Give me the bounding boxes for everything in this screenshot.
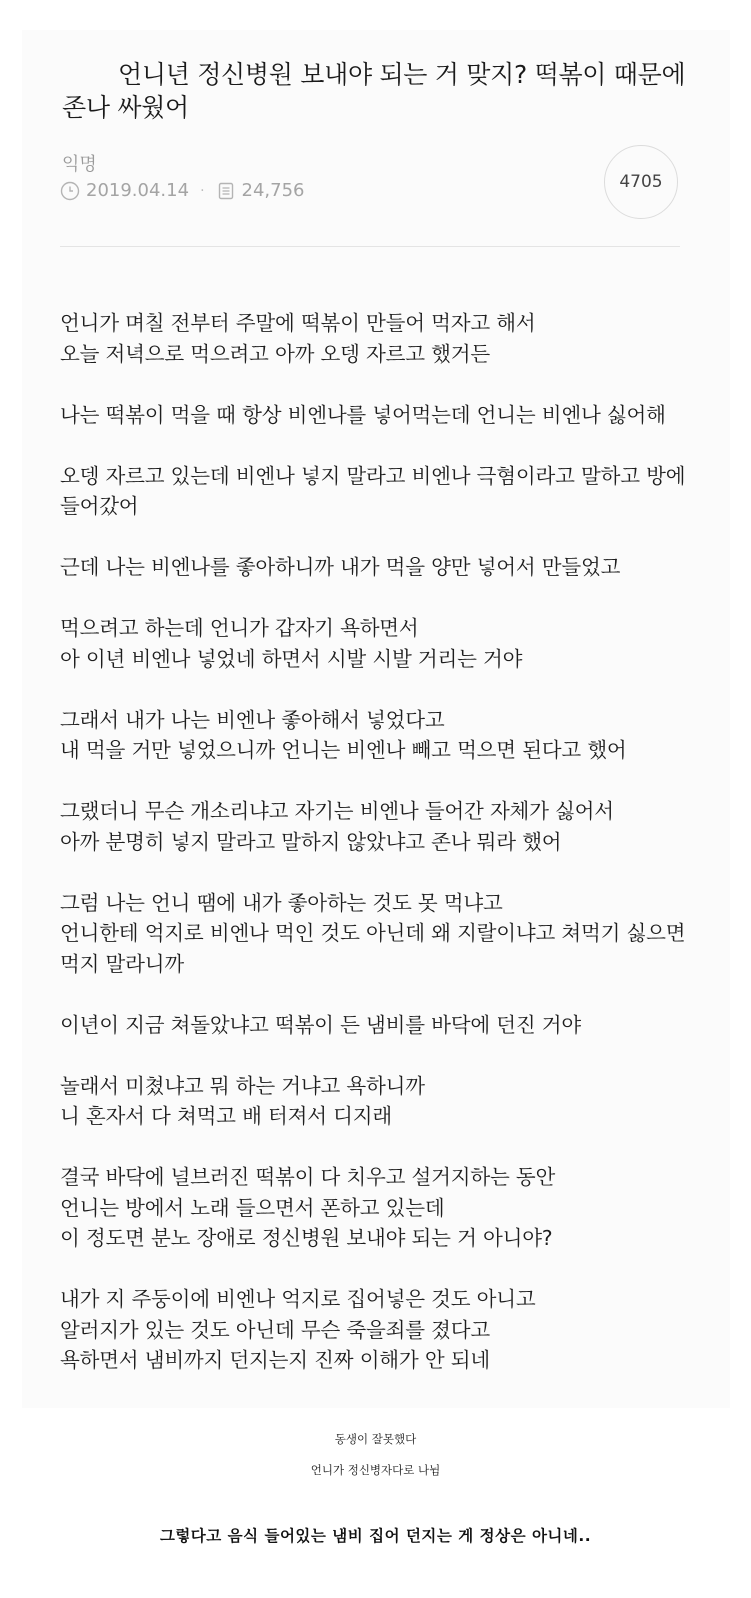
body-paragraph <box>60 1071 700 1132</box>
post-views: 24,756 <box>241 180 305 201</box>
body-paragraph <box>60 1010 700 1041</box>
body-line: 결국 바닥에 널브러진 떡볶이 다 치우고 설거지하는 동안 <box>60 1165 556 1189</box>
body-paragraph <box>60 705 700 766</box>
body-line: 이년이 지금 쳐돌았냐고 떡볶이 든 냄비를 바닥에 던진 거야 <box>60 1012 582 1037</box>
body-line: 먹으려고 하는데 언니가 갑자기 욕하면서 <box>60 616 419 640</box>
body-line: 니 혼자서 다 쳐먹고 배 터져서 디지래 <box>60 1104 392 1128</box>
reaction-count-button[interactable] <box>604 145 678 219</box>
body-line: 놀래서 미쳤냐고 뭐 하는 거냐고 욕하니까 <box>60 1073 425 1098</box>
caption-text: 그렇다고 음식 들어있는 냄비 집어 던지는 게 정상은 아니네.. <box>159 1527 592 1545</box>
body-paragraph <box>60 308 700 369</box>
body-line: 근데 나는 비엔나를 좋아하니까 내가 먹을 양만 넣어서 만들었고 <box>60 555 621 579</box>
body-line: 내가 지 주둥이에 비엔나 억지로 집어넣은 것도 아니고 <box>60 1287 536 1311</box>
clock-icon <box>60 181 80 201</box>
post-author[interactable]: 익명 <box>62 154 97 175</box>
body-paragraph <box>60 552 700 583</box>
meta-separator: · <box>200 182 205 199</box>
comment-1: 동생이 잘못했다 <box>334 1432 417 1446</box>
body-line: 아 이년 비엔나 넣었네 하면서 시발 시발 거리는 거야 <box>60 646 523 671</box>
post-date: 2019.04.14 <box>86 180 190 201</box>
body-line: 언니는 방에서 노래 들으면서 폰하고 있는데 <box>60 1195 445 1220</box>
body-line: 그럼 나는 언니 땜에 내가 좋아하는 것도 못 먹냐고 <box>60 890 503 915</box>
body-line: 나는 떡볶이 먹을 때 항상 비엔나를 넣어먹는데 언니는 비엔나 싫어해 <box>60 402 666 427</box>
body-line: 오뎅 자르고 있는데 비엔나 넣지 말라고 비엔나 극혐이라고 말하고 방에 <box>60 463 686 488</box>
body-line: 먹지 말라니까 <box>60 951 184 976</box>
body-line: 언니가 며칠 전부터 주말에 떡볶이 만들어 먹자고 해서 <box>60 311 536 335</box>
body-line: 언니한테 억지로 비엔나 먹인 것도 아닌데 왜 지랄이냐고 쳐먹기 싫으면 <box>60 921 686 945</box>
body-line: 들어갔어 <box>60 494 139 518</box>
body-line: 그랬더니 무슨 개소리냐고 자기는 비엔나 들어간 자체가 싫어서 <box>60 799 614 823</box>
header-divider <box>60 246 680 247</box>
body-paragraph <box>60 461 700 522</box>
body-line: 욕하면서 냄비까지 던지는지 진짜 이해가 안 되네 <box>60 1348 490 1372</box>
body-line: 그래서 내가 나는 비엔나 좋아해서 넣었다고 <box>60 707 445 732</box>
body-line: 알러지가 있는 것도 아닌데 무슨 죽을죄를 졌다고 <box>60 1317 490 1342</box>
body-line: 아까 분명히 넣지 말라고 말하지 않았냐고 존나 뭐라 했어 <box>60 829 562 854</box>
post-card <box>22 30 730 1408</box>
document-icon <box>216 181 236 201</box>
body-line: 이 정도면 분노 장애로 정신병원 보내야 되는 거 아니야? <box>60 1226 553 1250</box>
body-paragraph <box>60 796 700 857</box>
reaction-count: 4705 <box>619 172 663 192</box>
body-paragraph <box>60 888 700 980</box>
post-title: 언니년 정신병원 보내야 되는 거 맞지? 떡볶이 때문에 존나 싸웠어 <box>62 60 686 122</box>
body-paragraph <box>60 1284 700 1376</box>
body-paragraph <box>60 1162 700 1254</box>
post-meta <box>60 180 305 201</box>
body-paragraph <box>60 400 700 431</box>
body-line: 오늘 저녁으로 먹으려고 아까 오뎅 자르고 했거든 <box>60 341 490 366</box>
post-body <box>60 308 700 1406</box>
body-paragraph <box>60 613 700 674</box>
body-line: 내 먹을 거만 넣었으니까 언니는 비엔나 빼고 먹으면 된다고 했어 <box>60 738 627 762</box>
comment-2: 언니가 정신병자다로 나뉨 <box>310 1463 441 1477</box>
